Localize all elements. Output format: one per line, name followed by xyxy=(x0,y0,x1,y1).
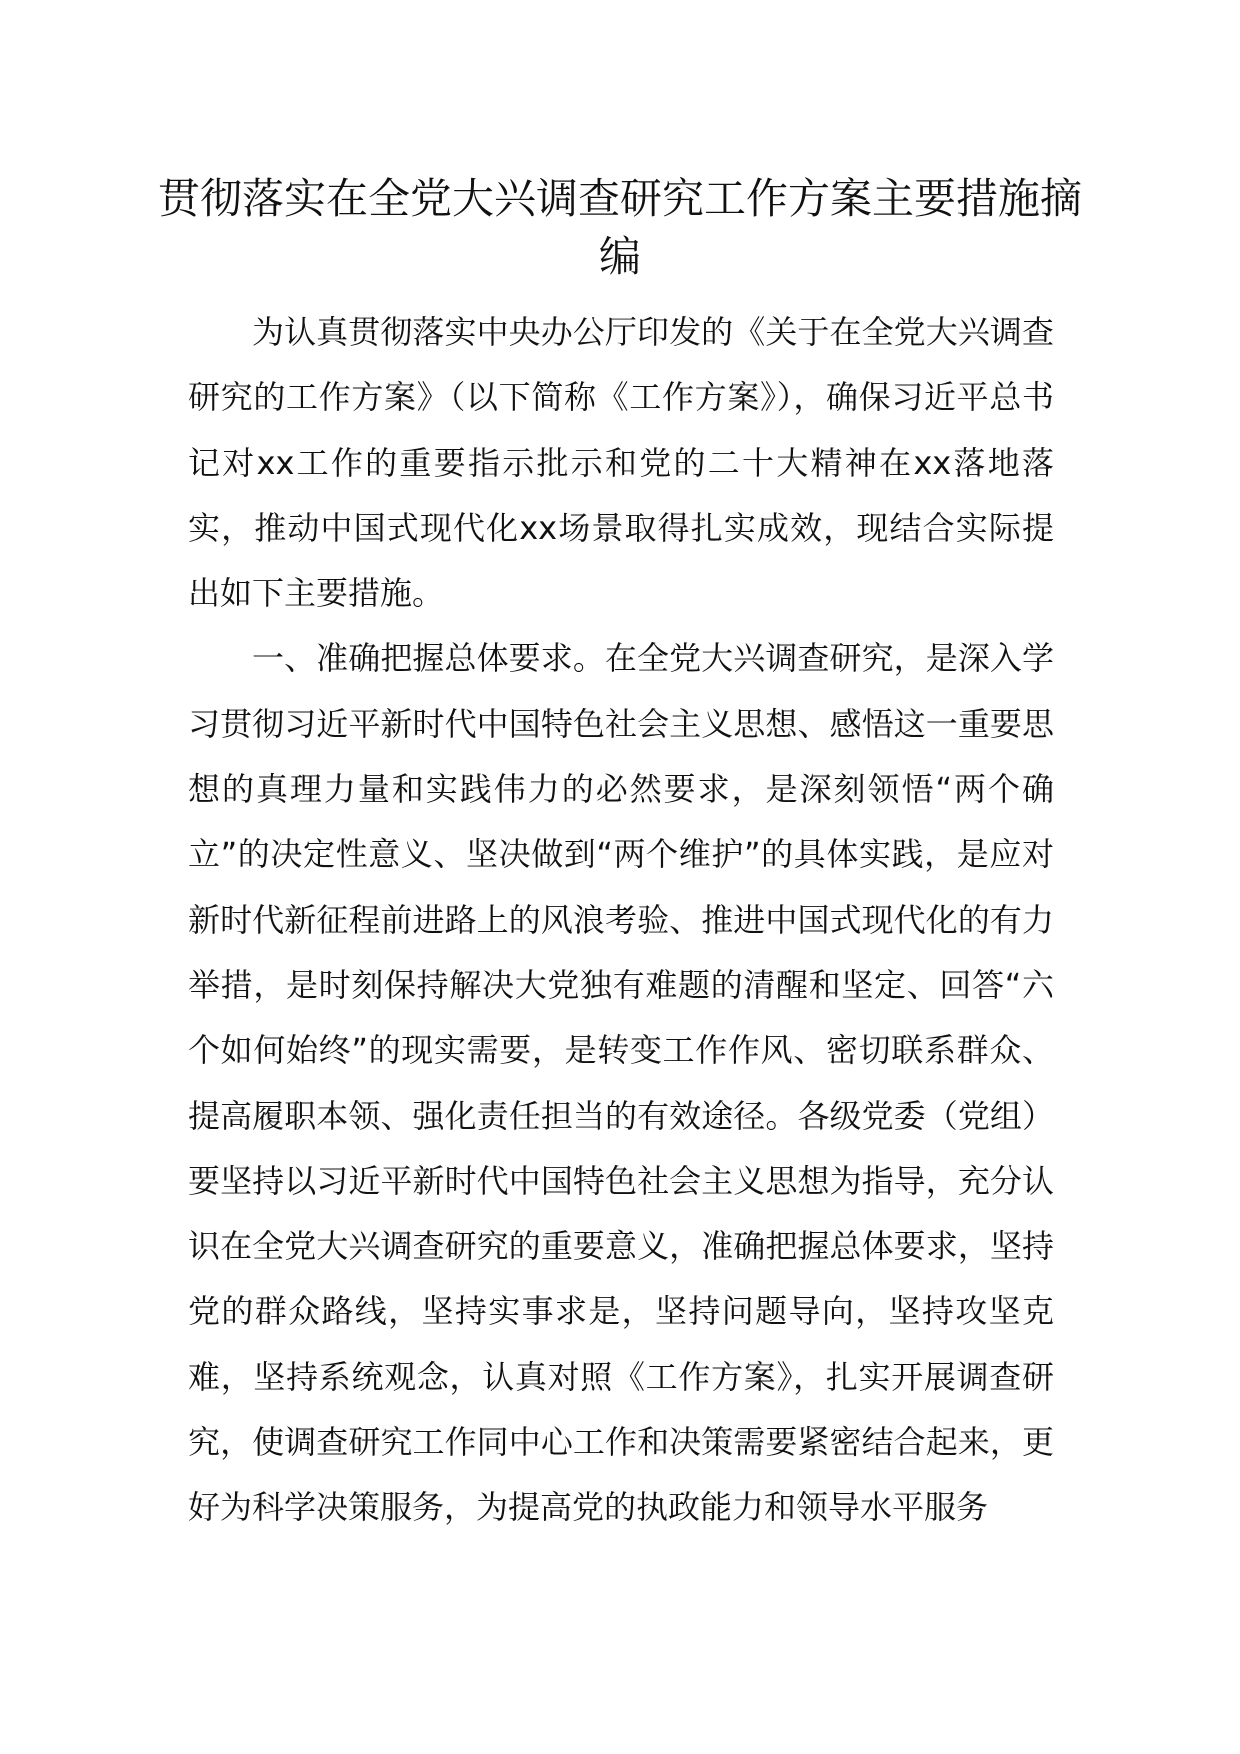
document-title: 贯彻落实在全党大兴调查研究工作方案主要措施摘编 xyxy=(157,174,1082,281)
intro-paragraph: 为认真贯彻落实中央办公厅印发的《关于在全党大兴调查研究的工作方案》（以下简称《工作方案》），确保习近平总书记对xx工作的重要指示批示和党的二十大精神在xx落地落实，推动中国式现代化xx场景取得扎实成效，现结合实际提出如下主要措施。 xyxy=(188,313,1054,613)
document-body xyxy=(188,300,1054,1541)
section-one-paragraph: 一、准确把握总体要求。在全党大兴调查研究，是深入学习贯彻习近平新时代中国特色社会主义思想、感悟这一重要思想的真理力量和实践伟力的必然要求，是深刻领悟“两个确立”的决定性意义、坚决做到“两个维护”的具体实践，是应对新时代新征程前进路上的风浪考验、推进中国式现代化的有力举措，是时刻保持解决大党独有难题的清醒和坚定、回答“六个如何始终”的现实需要，是转变工作作风、密切联系群众、提高履职本领、强化责任担当的有效途径。各级党委（党组）要坚持以习近平新时代中国特色社会主义思想为指导，充分认识在全党大兴调查研究的重要意义，准确把握总体要求，坚持党的群众路线，坚持实事求是，坚持问题导向，坚持攻坚克难，坚持系统观念，认真对照《工作方案》，扎实开展调查研究，使调查研究工作同中心工作和决策需要紧密结合起来，更好为科学决策服务，为提高党的执政能力和领导水平服务 xyxy=(188,639,1054,1527)
